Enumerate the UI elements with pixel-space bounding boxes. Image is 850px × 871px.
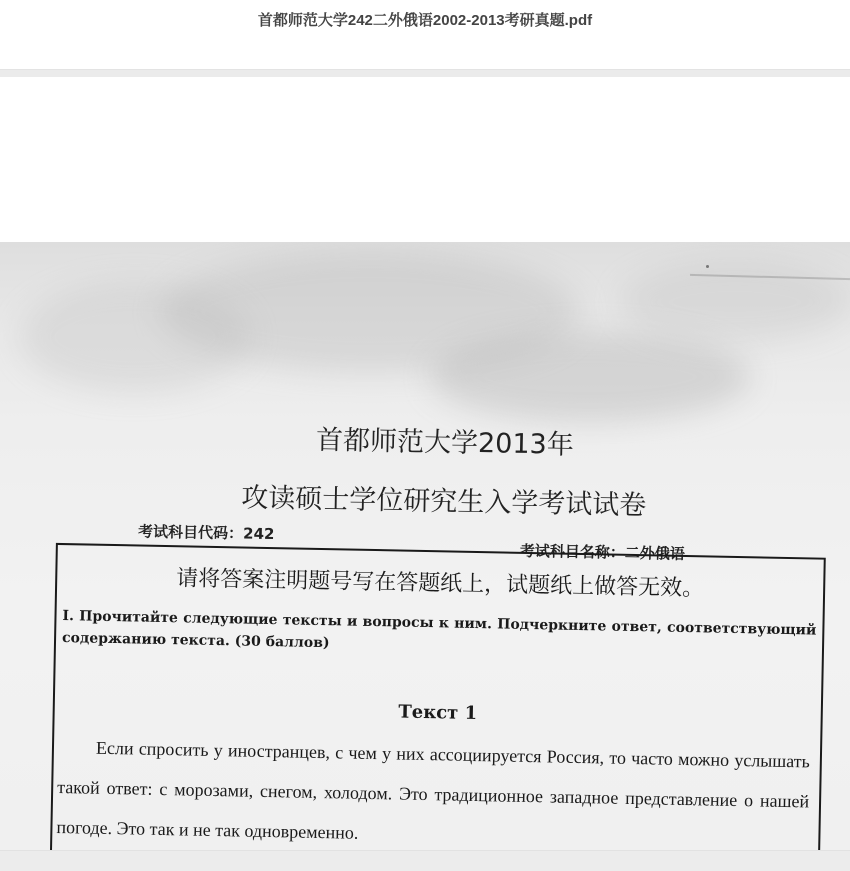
scanned-page[interactable] xyxy=(0,242,850,850)
answer-instruction: 请将答案注明题号写在答题纸上，试题纸上做答无效。 xyxy=(175,566,705,602)
subject-code: 考试科目代码：242 xyxy=(137,522,275,544)
viewer-footer xyxy=(0,850,850,871)
exam-heading: 攻读硕士学位研究生入学考试试卷 xyxy=(241,482,647,522)
reading-passage: Если спросить у иностранцев, с чем у них ассоциируется Россия, то часто можно услышать такой ответ: с морозами, снегом, холодом. Это традиционное западное представление о нашей погоде. Это так и не так одновременно. xyxy=(56,737,811,843)
task-heading: I. Прочитайте следующие тексты и вопросы к ним. Подчеркните ответ, соответствующий содержанию текста. (30 баллов) xyxy=(61,608,817,652)
university-heading: 首都师范大学2013年 xyxy=(315,424,575,461)
subject-name: 考试科目名称：二外俄语 xyxy=(519,541,686,563)
page-content xyxy=(0,242,850,850)
exam-frame xyxy=(49,543,825,850)
text-title: Текст 1 xyxy=(398,701,478,725)
page-gap xyxy=(0,77,850,242)
viewer-header xyxy=(0,0,850,70)
document-title: 首都师范大学242二外俄语2002-2013考研真题.pdf xyxy=(257,12,593,29)
